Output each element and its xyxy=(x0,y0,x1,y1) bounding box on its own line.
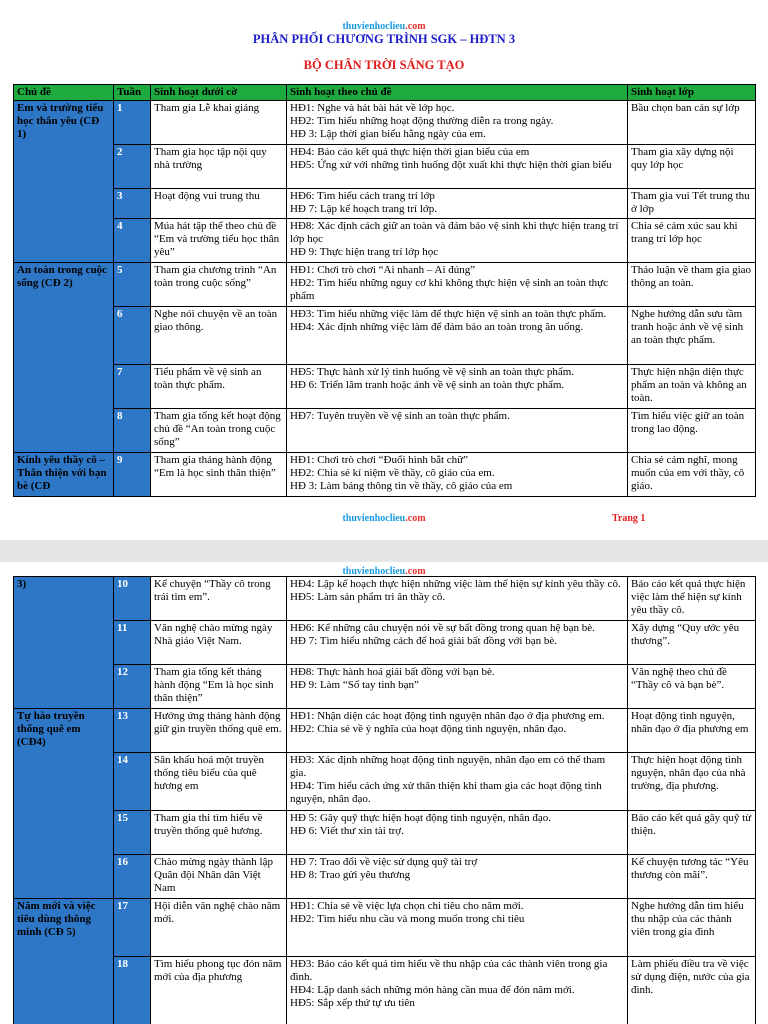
class-cell: Bầu chọn ban cán sự lớp xyxy=(628,101,756,145)
theme-cell: HĐ3: Xác định những hoạt động tình nguyện, nhân đạo em có thể tham gia. HĐ4: Tìm hiểu cách ứng xử thân thiện khi tham gia các hoạt động tình nguyện, nhân đạo. xyxy=(287,753,628,811)
site-header: thuvienhoclieu.com xyxy=(342,21,426,32)
topic-cell: 3) xyxy=(14,577,114,709)
week-cell: 10 xyxy=(114,577,151,621)
table-row xyxy=(14,577,756,621)
theme-cell: HĐ4: Lập kế hoạch thực hiện những việc làm thể hiện sự kính yêu thầy cô. HĐ5: Làm sản phẩm tri ân thầy cô. xyxy=(287,577,628,621)
class-cell: Nghe hướng dẫn sưu tầm tranh hoặc ảnh về vệ sinh an toàn thực phẩm. xyxy=(628,307,756,365)
flag-cell: Tham gia học tập nội quy nhà trường xyxy=(151,145,287,189)
table-row xyxy=(14,621,756,665)
table-row xyxy=(14,365,756,409)
theme-cell: HĐ6: Kể những câu chuyện nói về sự bất đồng trong quan hệ bạn bè. HĐ 7: Tìm hiểu những cách để hoá giải bất đồng với bạn bè. xyxy=(287,621,628,665)
week-cell: 13 xyxy=(114,709,151,753)
week-cell: 18 xyxy=(114,957,151,1024)
flag-cell: Tham gia tổng kết hoạt động chủ đề “An toàn trong cuộc sống” xyxy=(151,409,287,453)
class-cell: Chia sẻ cảm xúc sau khi trang trí lớp học xyxy=(628,219,756,263)
flag-cell: Múa hát tập thể theo chủ đề “Em và trường tiểu học thân yêu” xyxy=(151,219,287,263)
flag-cell: Tìm hiểu phong tục đón năm mới của địa phương xyxy=(151,957,287,1024)
document-title: PHÂN PHỐI CHƯƠNG TRÌNH SGK – HĐTN 3 xyxy=(252,32,516,46)
week-cell: 16 xyxy=(114,855,151,899)
week-cell: 12 xyxy=(114,665,151,709)
theme-cell: HĐ 5: Gây quỹ thực hiện hoạt động tình nguyện, nhân đạo. HĐ 6: Viết thư xin tài trợ. xyxy=(287,811,628,855)
theme-cell: HĐ8: Thực hành hoá giải bất đồng với bạn bè. HĐ 9: Làm “Sổ tay tình bạn” xyxy=(287,665,628,709)
flag-cell: Hoạt động vui trung thu xyxy=(151,189,287,219)
topic-cell: Năm mới và việc tiêu dùng thông minh (CĐ 5) xyxy=(14,899,114,1024)
table-row xyxy=(14,219,756,263)
flag-cell: Hội diễn văn nghệ chào năm mới. xyxy=(151,899,287,957)
class-cell: Tham gia xây dựng nội quy lớp học xyxy=(628,145,756,189)
flag-cell: Tham gia thi tìm hiểu về truyền thống quê hương. xyxy=(151,811,287,855)
table-row xyxy=(14,307,756,365)
week-cell: 17 xyxy=(114,899,151,957)
header-theme: Sinh hoạt theo chủ đề xyxy=(287,85,628,101)
flag-cell: Tham gia chương trình “An toàn trong cuộc sống” xyxy=(151,263,287,307)
table-row xyxy=(14,957,756,1024)
page-number: Trang 1 xyxy=(612,513,646,524)
week-cell: 4 xyxy=(114,219,151,263)
table-row xyxy=(14,899,756,957)
footer-site: thuvienhoclieu.com xyxy=(342,513,426,524)
class-cell: Báo cáo kết quả gây quỹ từ thiện. xyxy=(628,811,756,855)
theme-cell: HĐ1: Chia sẻ về việc lựa chọn chi tiêu cho năm mới. HĐ2: Tìm hiểu nhu cầu và mong muốn trong chi tiêu xyxy=(287,899,628,957)
class-cell: Xây dựng “Quy ước yêu thương”. xyxy=(628,621,756,665)
class-cell: Tìm hiểu việc giữ an toàn trong lao động. xyxy=(628,409,756,453)
topic-cell: An toàn trong cuộc sống (CĐ 2) xyxy=(14,263,114,453)
theme-cell: HĐ3: Tìm hiểu những việc làm để thực hiện vệ sinh an toàn thực phẩm. HĐ4: Xác định những việc làm để đảm bảo an toàn trong ăn uống. xyxy=(287,307,628,365)
theme-cell: HĐ1: Nhận diện các hoạt động tình nguyện nhân đạo ở địa phương em. HĐ2: Chia sẻ về ý nghĩa của hoạt động tình nguyện, nhân đạo. xyxy=(287,709,628,753)
class-cell: Chia sẻ cảm nghĩ, mong muốn của em với thầy, cô giáo. xyxy=(628,453,756,497)
table-header-row xyxy=(14,85,756,101)
theme-cell: HĐ3: Báo cáo kết quả tìm hiểu về thu nhập của các thành viên trong gia đình. HĐ4: Lập danh sách những món hàng cần mua để đón năm mới. HĐ5: Sắp xếp thứ tự ưu tiên xyxy=(287,957,628,1024)
week-cell: 11 xyxy=(114,621,151,665)
theme-cell: HĐ6: Tìm hiểu cách trang trí lớp HĐ 7: Lập kế hoạch trang trí lớp. xyxy=(287,189,628,219)
table-row xyxy=(14,409,756,453)
curriculum-table-page-2 xyxy=(13,576,756,1024)
site-header-2: thuvienhoclieu.com xyxy=(342,566,426,577)
class-cell: Hoạt động tình nguyện, nhân đạo ở địa phương em xyxy=(628,709,756,753)
table-row xyxy=(14,453,756,497)
week-cell: 15 xyxy=(114,811,151,855)
class-cell: Báo cáo kết quả thực hiện việc làm thể hiện sự kính yêu thầy cô. xyxy=(628,577,756,621)
flag-cell: Tham gia tháng hành động “Em là học sinh thân thiện” xyxy=(151,453,287,497)
class-cell: Làm phiếu điều tra về việc sử dụng điện, nước của gia đình. xyxy=(628,957,756,1024)
week-cell: 7 xyxy=(114,365,151,409)
theme-cell: HĐ1: Chơi trò chơi “Đuổi hình bắt chữ” HĐ2: Chia sẻ kỉ niệm về thầy, cô giáo của em. HĐ 3: Làm bảng thông tin về thầy, cô giáo của em xyxy=(287,453,628,497)
table-row xyxy=(14,665,756,709)
flag-cell: Văn nghệ chào mừng ngày Nhà giáo Việt Nam. xyxy=(151,621,287,665)
week-cell: 2 xyxy=(114,145,151,189)
table-row xyxy=(14,101,756,145)
theme-cell: HĐ7: Tuyên truyền về vệ sinh an toàn thực phẩm. xyxy=(287,409,628,453)
class-cell: Thực hiện nhận diện thực phẩm an toàn và không an toàn. xyxy=(628,365,756,409)
week-cell: 1 xyxy=(114,101,151,145)
class-cell: Thảo luận về tham gia giao thông an toàn. xyxy=(628,263,756,307)
theme-cell: HĐ8: Xác định cách giữ an toàn và đảm bảo vệ sinh khi thực hiện trang trí lớp học HĐ 9: Thực hiện trang trí lớp học xyxy=(287,219,628,263)
flag-cell: Sân khấu hoá một truyền thống tiêu biểu của quê hương em xyxy=(151,753,287,811)
class-cell: Văn nghệ theo chủ đề “Thầy cô và bạn bè”. xyxy=(628,665,756,709)
flag-cell: Tham gia tổng kết tháng hành động “Em là học sinh thân thiện” xyxy=(151,665,287,709)
header-week: Tuần xyxy=(114,85,151,101)
week-cell: 9 xyxy=(114,453,151,497)
table-row xyxy=(14,855,756,899)
class-cell: Tham gia vui Tết trung thu ở lớp xyxy=(628,189,756,219)
page-footer xyxy=(0,513,768,527)
table-row xyxy=(14,753,756,811)
table-row xyxy=(14,811,756,855)
week-cell: 6 xyxy=(114,307,151,365)
table-row xyxy=(14,189,756,219)
theme-cell: HĐ5: Thực hành xử lý tình huống về vệ sinh an toàn thực phẩm. HĐ 6: Triển lãm tranh hoặc ảnh về vệ sinh an toàn thực phẩm. xyxy=(287,365,628,409)
document-page-2 xyxy=(0,562,768,1024)
class-cell: Nghe hướng dẫn tìm hiểu thu nhập của các thành viên trong gia đình xyxy=(628,899,756,957)
flag-cell: Tiểu phẩm về vệ sinh an toàn thực phẩm. xyxy=(151,365,287,409)
header-flag: Sinh hoạt dưới cờ xyxy=(151,85,287,101)
week-cell: 8 xyxy=(114,409,151,453)
topic-cell: Em và trường tiểu học thân yêu (CĐ 1) xyxy=(14,101,114,263)
header-class: Sinh hoạt lớp xyxy=(628,85,756,101)
flag-cell: Tham gia Lễ khai giảng xyxy=(151,101,287,145)
topic-cell: Tự hào truyền thống quê em (CĐ4) xyxy=(14,709,114,899)
theme-cell: HĐ1: Chơi trò chơi “Ai nhanh – Ai đúng” HĐ2: Tìm hiểu những nguy cơ khi không thực hiện vệ sinh an toàn thực phẩm xyxy=(287,263,628,307)
topic-cell: Kính yêu thầy cô – Thân thiện với bạn bè (CĐ xyxy=(14,453,114,497)
class-cell: Thực hiện hoạt động tình nguyện, nhân đạo của nhà trường, địa phương. xyxy=(628,753,756,811)
week-cell: 5 xyxy=(114,263,151,307)
page-separator xyxy=(0,540,768,562)
theme-cell: HĐ4: Báo cáo kết quả thực hiện thời gian biểu của em HĐ5: Ứng xử với những tình huống đột xuất khi thực hiện thời gian biểu xyxy=(287,145,628,189)
flag-cell: Kể chuyện “Thầy cô trong trái tim em”. xyxy=(151,577,287,621)
flag-cell: Chào mừng ngày thành lập Quân đội Nhân dân Việt Nam xyxy=(151,855,287,899)
theme-cell: HĐ1: Nghe và hát bài hát về lớp học. HĐ2: Tìm hiểu những hoạt động thường diễn ra trong ngày. HĐ 3: Lập thời gian biểu hằng ngày của em. xyxy=(287,101,628,145)
table-row xyxy=(14,145,756,189)
flag-cell: Nghe nói chuyện về an toàn giao thông. xyxy=(151,307,287,365)
week-cell: 14 xyxy=(114,753,151,811)
theme-cell: HĐ 7: Trao đổi về việc sử dụng quỹ tài trợ HĐ 8: Trao gửi yêu thương xyxy=(287,855,628,899)
curriculum-table-page-1 xyxy=(13,84,756,497)
table-row xyxy=(14,709,756,753)
class-cell: Kể chuyện tương tác “Yêu thương còn mãi”. xyxy=(628,855,756,899)
flag-cell: Hưởng ứng tháng hành động giữ gìn truyền thống quê em. xyxy=(151,709,287,753)
header-topic: Chủ đề xyxy=(14,85,114,101)
table-row xyxy=(14,263,756,307)
document-subtitle: BỘ CHÂN TRỜI SÁNG TẠO xyxy=(303,58,465,72)
week-cell: 3 xyxy=(114,189,151,219)
